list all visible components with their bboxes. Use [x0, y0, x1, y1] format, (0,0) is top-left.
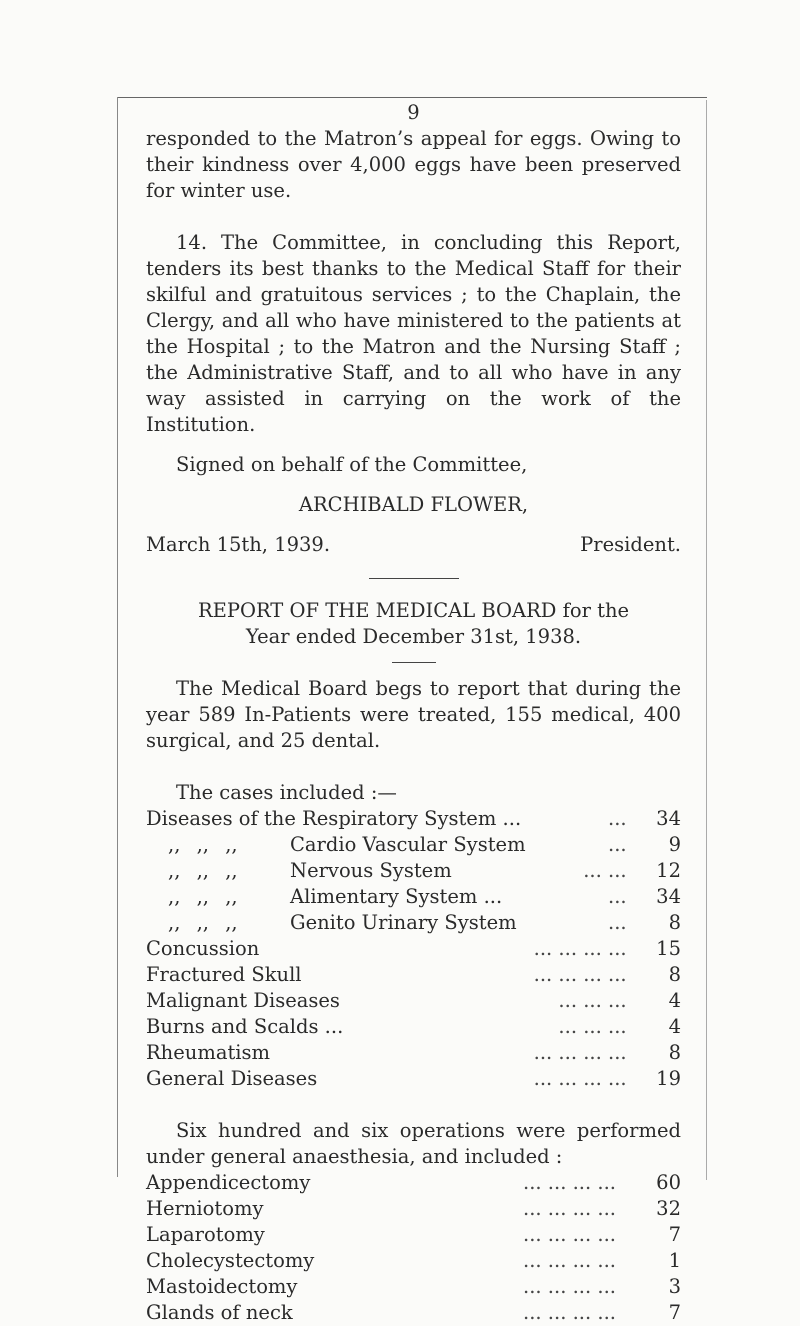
table-row: [146, 962, 681, 988]
ditto-marks: ,, ,, ,,: [168, 911, 238, 934]
table-row: [146, 806, 681, 832]
table-row: [146, 1222, 681, 1248]
signatory-title: President.: [580, 533, 681, 556]
operations-table: [146, 1170, 681, 1326]
medical-board-intro: The Medical Board begs to report that during the year 589 In-Patients were treated, 155 medical, 400 surgical, and 25 dental.: [146, 677, 681, 752]
page-border-top: [117, 97, 707, 98]
case-label: Burns and Scalds ...: [146, 1015, 344, 1038]
operation-label: Mastoidectomy: [146, 1275, 298, 1298]
case-label: Fractured Skull: [146, 963, 302, 986]
case-count: 12: [656, 859, 681, 882]
case-count: 4: [668, 989, 681, 1012]
case-count: 8: [668, 911, 681, 934]
leader-dots: ...: [608, 833, 627, 856]
leader-dots: ... ... ... ...: [523, 1275, 616, 1298]
case-count: 8: [668, 963, 681, 986]
case-label: Diseases of the Respiratory System ...: [146, 807, 522, 830]
leader-dots: ... ... ... ...: [533, 937, 627, 960]
case-label: Nervous System: [290, 859, 452, 882]
operations-intro: Six hundred and six operations were performed under general anaesthesia, and included :: [146, 1119, 681, 1168]
operation-count: 1: [668, 1249, 681, 1272]
operation-label: Appendicectomy: [146, 1171, 311, 1194]
leader-dots: ... ... ... ...: [523, 1223, 616, 1246]
leader-dots: ... ... ... ...: [523, 1301, 616, 1324]
heading-divider: [392, 662, 436, 663]
case-label: Rheumatism: [146, 1041, 271, 1064]
table-row: [146, 910, 681, 936]
table-row: [146, 884, 681, 910]
eggs-paragraph: responded to the Matron’s appeal for eggs. Owing to their kindness over 4,000 eggs have been preserved for winter use.: [146, 127, 681, 202]
signed-line: Signed on behalf of the Committee,: [176, 453, 528, 476]
case-count: 8: [668, 1041, 681, 1064]
operation-label: Laparotomy: [146, 1223, 265, 1246]
table-row: [146, 832, 681, 858]
table-row: [146, 1196, 681, 1222]
leader-dots: ... ... ... ...: [533, 963, 627, 986]
case-count: 19: [656, 1067, 681, 1090]
case-count: 15: [656, 937, 681, 960]
table-row: [146, 1040, 681, 1066]
operation-count: 32: [656, 1197, 681, 1220]
leader-dots: ... ... ... ...: [523, 1171, 616, 1194]
ditto-marks: ,, ,, ,,: [168, 885, 238, 908]
operation-count: 60: [656, 1171, 681, 1194]
leader-dots: ... ... ... ...: [533, 1041, 627, 1064]
leader-dots: ...: [608, 807, 627, 830]
page-number: 9: [407, 101, 420, 124]
leader-dots: ... ... ...: [558, 989, 627, 1012]
signatory-name: ARCHIBALD FLOWER,: [298, 493, 529, 516]
cases-heading: The cases included :—: [176, 781, 397, 804]
operation-label: Cholecystectomy: [146, 1249, 315, 1272]
leader-dots: ... ... ... ...: [523, 1249, 616, 1272]
case-label: Genito Urinary System: [290, 911, 517, 934]
case-label: Malignant Diseases: [146, 989, 340, 1012]
operation-label: Herniotomy: [146, 1197, 264, 1220]
case-count: 9: [668, 833, 681, 856]
ditto-marks: ,, ,, ,,: [168, 859, 238, 882]
page-border-right: [706, 100, 707, 1180]
leader-dots: ...: [608, 911, 627, 934]
leader-dots: ... ... ... ...: [533, 1067, 627, 1090]
table-row: [146, 1014, 681, 1040]
medical-board-heading: REPORT OF THE MEDICAL BOARD for the Year ended December 31st, 1938.: [197, 599, 630, 648]
case-label: Cardio Vascular System: [290, 833, 526, 856]
case-label: General Diseases: [146, 1067, 318, 1090]
case-count: 4: [668, 1015, 681, 1038]
table-row: [146, 1066, 681, 1092]
case-count: 34: [656, 885, 681, 908]
table-row: [146, 1274, 681, 1300]
table-row: [146, 858, 681, 884]
signature-date: March 15th, 1939.: [146, 533, 331, 556]
operation-count: 7: [668, 1301, 681, 1324]
operation-count: 7: [668, 1223, 681, 1246]
operation-count: 3: [668, 1275, 681, 1298]
case-count: 34: [656, 807, 681, 830]
section-divider: [369, 578, 459, 579]
ditto-marks: ,, ,, ,,: [168, 833, 238, 856]
table-row: [146, 1248, 681, 1274]
page-border-left: [117, 97, 118, 1177]
thanks-paragraph: 14. The Committee, in concluding this Report, tenders its best thanks to the Medical Staff for their skilful and gratuitous services ; to the Chaplain, the Clergy, and all who have ministered to the patients at the Hospital ; to the Matron and the Nursing Staff ; the Administrative Staff, and to all who have in any way assisted in carrying on the work of the Institution.: [146, 231, 681, 436]
leader-dots: ... ... ... ...: [523, 1197, 616, 1220]
table-row: [146, 988, 681, 1014]
document-page: [146, 100, 681, 1326]
signature-line: [146, 532, 681, 558]
case-label: Concussion: [146, 937, 260, 960]
leader-dots: ...: [608, 885, 627, 908]
table-row: [146, 1170, 681, 1196]
cases-table: [146, 806, 681, 1092]
leader-dots: ... ...: [583, 859, 627, 882]
leader-dots: ... ... ...: [558, 1015, 627, 1038]
operation-label: Glands of neck: [146, 1301, 293, 1324]
table-row: [146, 1300, 681, 1326]
table-row: [146, 936, 681, 962]
case-label: Alimentary System ...: [290, 885, 503, 908]
